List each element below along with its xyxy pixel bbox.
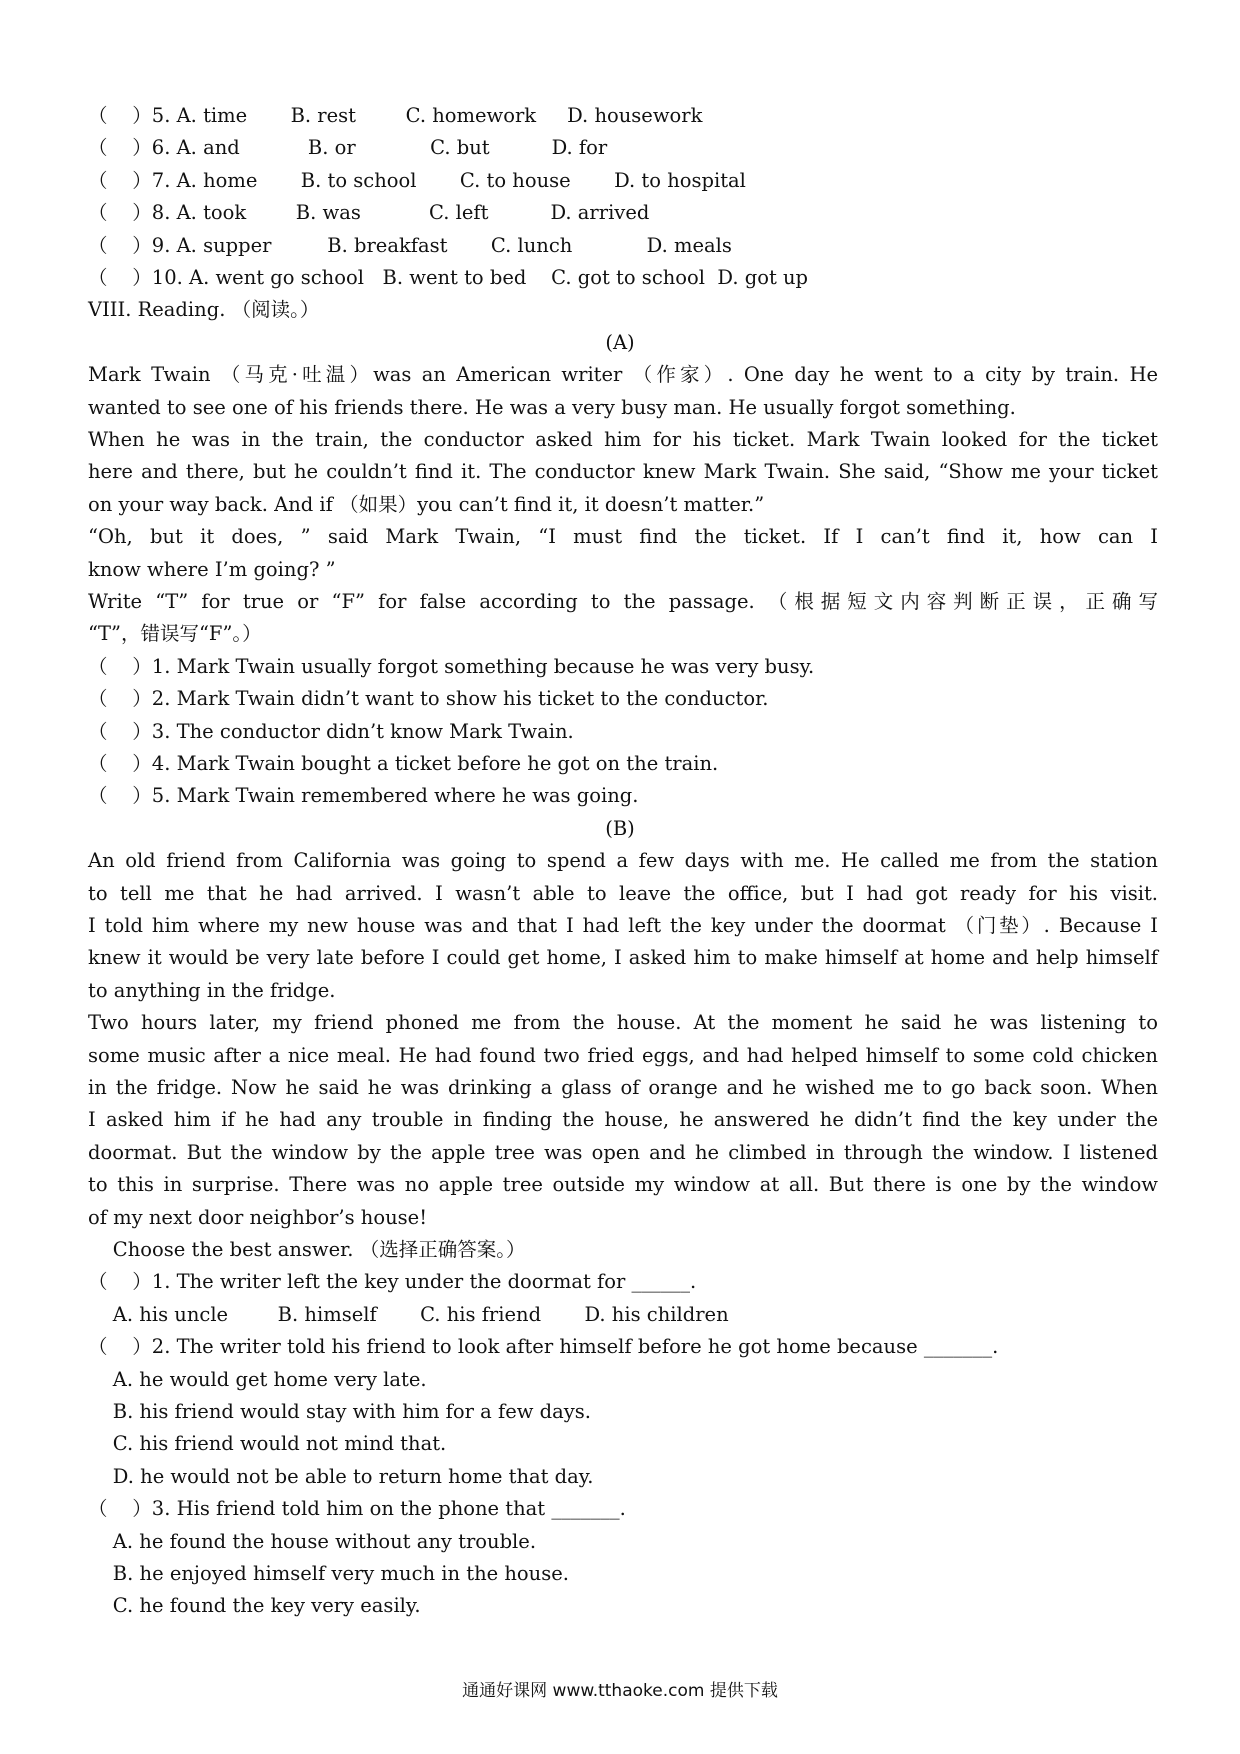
text-line: D. he would not be able to return home that day. <box>88 1464 594 1488</box>
text-line: （ ）1. Mark Twain usually forgot something because he was very busy. <box>88 654 815 678</box>
text-line: to this in surprise. There was no apple tree outside my window at all. But there is one by the window <box>88 1173 1158 1197</box>
text-line: （ ）3. The conductor didn’t know Mark Twain. <box>88 719 574 743</box>
text-line: （ ）5. Mark Twain remembered where he was going. <box>88 784 639 808</box>
text-line: （ ）6. A. and B. or C. but D. for <box>88 136 608 160</box>
text-line: When he was in the train, the conductor asked him for his ticket. Mark Twain looked for the ticket <box>88 428 1158 451</box>
text-line: （ ）2. Mark Twain didn’t want to show his ticket to the conductor. <box>88 687 769 711</box>
text-line: Choose the best answer. （选择正确答案。） <box>88 1238 526 1261</box>
text-line: I asked him if he had any trouble in finding the house, he answered he didn’t find the key under the <box>88 1108 1158 1132</box>
text-line: （ ）9. A. supper B. breakfast C. lunch D. meals <box>88 233 732 257</box>
text-line: know where I’m going? ” <box>88 557 336 581</box>
text-line: “Oh, but it does, ” said Mark Twain, “I must find the ticket. If I can’t find it, how can I <box>88 525 1158 549</box>
text-line: Mark Twain （马克·吐温）was an American writer （作家）. One day he went to a city by train. He <box>88 363 1158 387</box>
text-line: VIII. Reading. （阅读。） <box>88 298 320 322</box>
text-line: （ ）7. A. home B. to school C. to house D. to hospital <box>88 168 746 192</box>
text-line: here and there, but he couldn’t find it. The conductor knew Mark Twain. She said, “Show me your ticket <box>88 460 1158 484</box>
text-line: A. his uncle B. himself C. his friend D. his children <box>88 1302 729 1326</box>
text-line: to tell me that he had arrived. I wasn’t able to leave the office, but I had got ready for his visit. <box>88 881 1158 905</box>
text-line: wanted to see one of his friends there. He was a very busy man. He usually forgot something. <box>88 395 1016 419</box>
text-line: knew it would be very late before I could get home, I asked him to make himself at home and help himself <box>88 946 1158 970</box>
text-line: C. he found the key very easily. <box>88 1594 421 1618</box>
text-line: of my next door neighbor’s house! <box>88 1205 428 1229</box>
text-line: C. his friend would not mind that. <box>88 1432 447 1456</box>
text-line: (A) <box>605 330 635 354</box>
text-line: on your way back. And if （如果）you can’t find it, it doesn’t matter.” <box>88 492 765 516</box>
text-line: doormat. But the window by the apple tree was open and he climbed in through the window. I listened <box>88 1140 1158 1164</box>
text-line: I told him where my new house was and that I had left the key under the doormat （门垫）. Because I <box>88 914 1158 937</box>
text-line: （ ）10. A. went go school B. went to bed C. got to school D. got up <box>88 266 809 289</box>
text-line: A. he would get home very late. <box>88 1367 427 1391</box>
text-line: “T”，错误写“F”。） <box>88 622 262 646</box>
text-line: （ ）3. His friend told him on the phone that _______. <box>88 1497 626 1521</box>
text-line: B. he enjoyed himself very much in the house. <box>88 1562 569 1585</box>
text-line: （ ）8. A. took B. was C. left D. arrived <box>88 201 650 225</box>
text-line: (B) <box>605 816 635 840</box>
text-line: A. he found the house without any trouble. <box>88 1529 537 1553</box>
text-line: An old friend from California was going to spend a few days with me. He called me from the station <box>88 849 1158 873</box>
text-line: （ ）4. Mark Twain bought a ticket before he got on the train. <box>88 752 719 775</box>
text-line: （ ）1. The writer left the key under the doormat for ______. <box>88 1270 697 1294</box>
text-line: Two hours later, my friend phoned me from the house. At the moment he said he was listening to <box>88 1011 1158 1035</box>
text-line: to anything in the fridge. <box>88 978 336 1002</box>
text-line: B. his friend would stay with him for a few days. <box>88 1400 591 1423</box>
text-line: in the fridge. Now he said he was drinking a glass of orange and he wished me to go back soon. When <box>88 1076 1158 1099</box>
text-line: some music after a nice meal. He had found two fried eggs, and had helped himself to some cold chicken <box>88 1043 1158 1067</box>
text-line: （ ）5. A. time B. rest C. homework D. housework <box>88 104 703 127</box>
page-footer: 通通好课网 www.tthaoke.com 提供下载 <box>462 1681 778 1701</box>
text-line: Write “T” for true or “F” for false according to the passage. （根据短文内容判断正误，正确写 <box>88 590 1158 613</box>
text-line: （ ）2. The writer told his friend to look after himself before he got home because _______. <box>88 1335 999 1359</box>
